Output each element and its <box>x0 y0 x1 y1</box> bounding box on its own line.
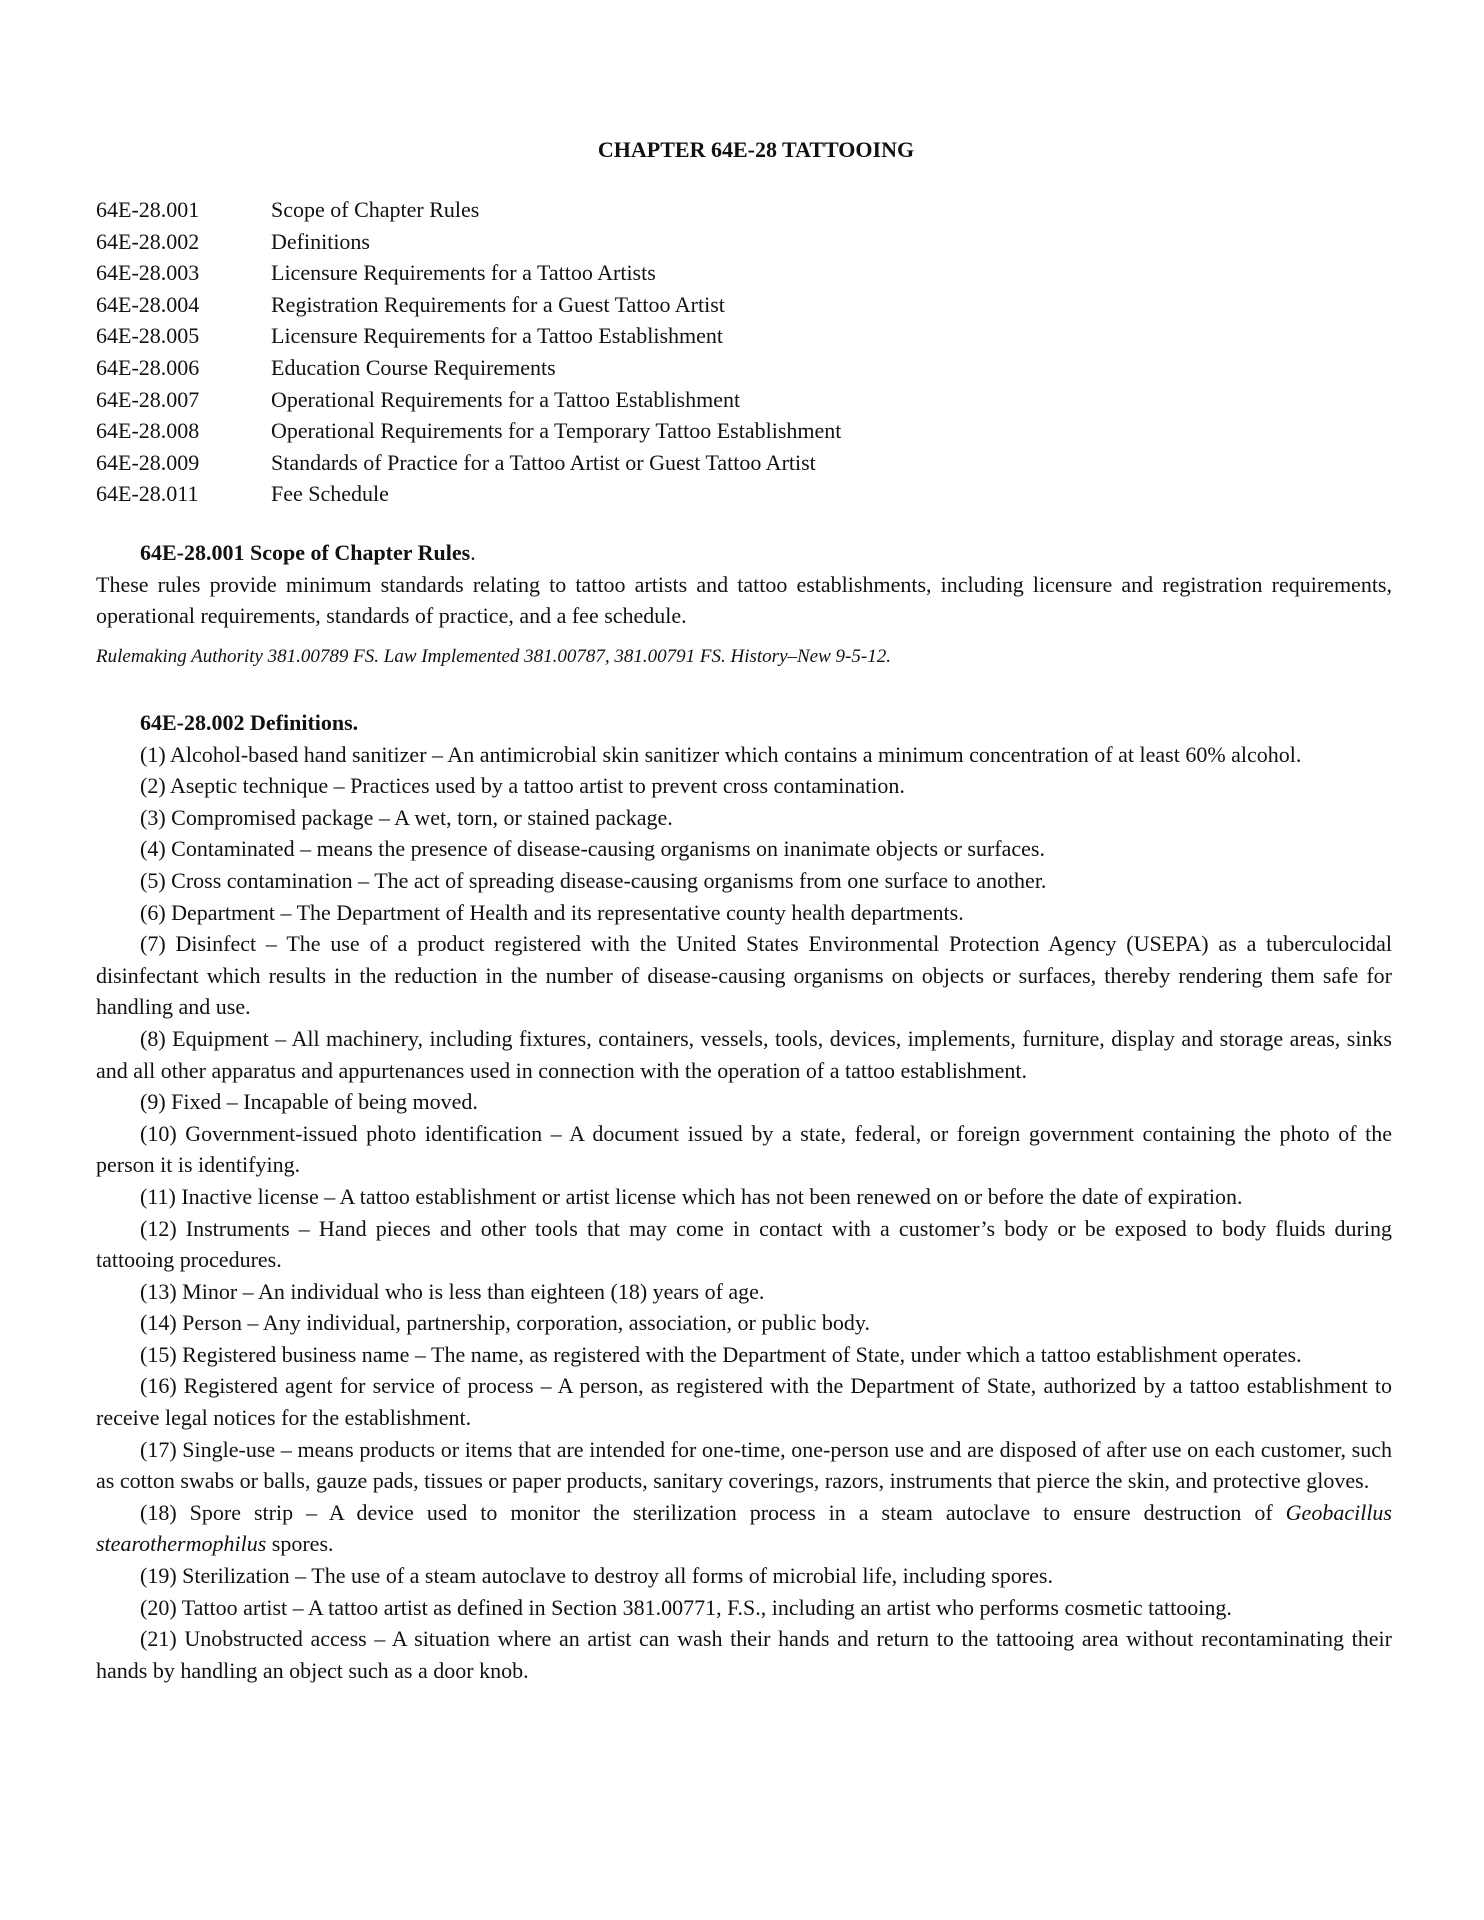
toc-number: 64E-28.008 <box>96 418 200 444</box>
toc-title: Operational Requirements for a Temporary Tattoo Establishment <box>271 418 842 444</box>
toc-entry <box>96 194 1392 226</box>
definition-item: (6) Department – The Department of Health and its representative county health departments. <box>140 899 964 925</box>
definition-item: (17) Single-use – means products or items that are intended for one-time, one-person use and are disposed of after use on each customer, such as cotton swabs or balls, gauze pads, tissues or paper products, sanitary coverings, razors, instruments that pierce the skin, and protective gloves. <box>96 1436 1392 1494</box>
definition-item: (16) Registered agent for service of process – A person, as registered with the Department of State, authorized by a tattoo establishment to receive legal notices for the establishment. <box>96 1373 1392 1431</box>
definition-item: (1) Alcohol-based hand sanitizer – An antimicrobial skin sanitizer which contains a minimum concentration of at least 60% alcohol. <box>140 741 1302 767</box>
toc-number: 64E-28.003 <box>96 260 200 286</box>
definition-item: (12) Instruments – Hand pieces and other tools that may come in contact with a customer’s body or be exposed to body fluids during tattooing procedures. <box>96 1215 1392 1273</box>
definition-item: (14) Person – Any individual, partnership, corporation, association, or public body. <box>140 1310 870 1336</box>
toc-title: Definitions <box>271 228 370 254</box>
definition-item: (15) Registered business name – The name, as registered with the Department of State, under which a tattoo establishment operates. <box>140 1341 1302 1367</box>
definition-item: (5) Cross contamination – The act of spreading disease-causing organisms from one surface to another. <box>140 867 1047 893</box>
definition-text: (18) Spore strip – A device used to monitor the sterilization process in a steam autoclave to ensure destruction of <box>140 1499 1286 1525</box>
toc-entry <box>96 352 1392 384</box>
definition-item: (13) Minor – An individual who is less than eighteen (18) years of age. <box>140 1278 765 1304</box>
section-body: These rules provide minimum standards relating to tattoo artists and tattoo establishments, including licensure and registration requirements, operational requirements, standards of practice, and a fee schedule. <box>96 571 1392 629</box>
toc-entry <box>96 226 1392 258</box>
toc-entry <box>96 478 1392 510</box>
definition-item: (2) Aseptic technique – Practices used by a tattoo artist to prevent cross contamination. <box>140 773 905 799</box>
toc-title: Licensure Requirements for a Tattoo Establishment <box>271 323 723 349</box>
table-of-contents <box>96 194 1392 510</box>
toc-number: 64E-28.002 <box>96 228 200 254</box>
toc-number: 64E-28.001 <box>96 197 200 222</box>
toc-number: 64E-28.005 <box>96 323 200 349</box>
toc-title: Scope of Chapter Rules <box>271 197 480 222</box>
definition-item: (20) Tattoo artist – A tattoo artist as defined in Section 381.00771, F.S., including an artist who performs cosmetic tattooing. <box>140 1594 1232 1620</box>
toc-number: 64E-28.006 <box>96 354 200 380</box>
toc-entry <box>96 289 1392 321</box>
rulemaking-history: Rulemaking Authority 381.00789 FS. Law Implemented 381.00787, 381.00791 FS. History–New 9-5-12. <box>96 645 891 667</box>
definition-item: (21) Unobstructed access – A situation where an artist can wash their hands and return to the tattooing area without recontaminating their hands by handling an object such as a door knob. <box>96 1626 1392 1683</box>
toc-number: 64E-28.011 <box>96 481 199 507</box>
section-heading: 64E-28.002 Definitions. <box>140 710 359 735</box>
section-64e-28-001 <box>96 537 1392 670</box>
toc-entry <box>96 320 1392 352</box>
definition-item: (11) Inactive license – A tattoo establishment or artist license which has not been renewed on or before the date of expiration. <box>140 1183 1243 1209</box>
chapter-title: CHAPTER 64E-28 TATTOOING <box>597 137 915 162</box>
toc-number: 64E-28.004 <box>96 291 200 317</box>
definition-text: spores. <box>266 1531 334 1557</box>
definition-item: (19) Sterilization – The use of a steam autoclave to destroy all forms of microbial life, including spores. <box>140 1563 1053 1589</box>
toc-title: Licensure Requirements for a Tattoo Artists <box>271 260 656 286</box>
species-name: Geobacillus stearothermophilus <box>96 1499 1392 1557</box>
definition-item: (3) Compromised package – A wet, torn, or stained package. <box>140 804 673 830</box>
section-64e-28-002 <box>96 707 1392 1686</box>
definition-item: (4) Contaminated – means the presence of disease-causing organisms on inanimate objects or surfaces. <box>140 836 1045 862</box>
definition-item: (8) Equipment – All machinery, including fixtures, containers, vessels, tools, devices, implements, furniture, display and storage areas, sinks and all other apparatus and appurtenances used in connection with the operation of a tattoo establishment. <box>96 1025 1392 1083</box>
toc-entry <box>96 415 1392 447</box>
toc-entry <box>96 447 1392 479</box>
toc-title: Fee Schedule <box>271 481 389 507</box>
toc-title: Operational Requirements for a Tattoo Establishment <box>271 386 741 412</box>
definition-item: (7) Disinfect – The use of a product registered with the United States Environmental Protection Agency (USEPA) as a tuberculocidal disinfectant which results in the reduction in the number of disease-causing organisms on objects or surfaces, thereby rendering them safe for handling and use. <box>96 931 1392 1020</box>
section-heading-text: 64E-28.001 Scope of Chapter Rules <box>140 540 471 565</box>
toc-title: Registration Requirements for a Guest Tattoo Artist <box>271 291 725 317</box>
toc-number: 64E-28.007 <box>96 386 200 412</box>
definition-item <box>96 1497 1392 1560</box>
heading-period: . <box>470 540 476 565</box>
definition-item: (10) Government-issued photo identification – A document issued by a state, federal, or foreign government containing the photo of the person it is identifying. <box>96 1120 1392 1178</box>
toc-title: Education Course Requirements <box>271 354 556 380</box>
toc-entry <box>96 257 1392 289</box>
section-heading <box>96 537 1392 569</box>
toc-number: 64E-28.009 <box>96 449 200 475</box>
toc-title: Standards of Practice for a Tattoo Artist or Guest Tattoo Artist <box>271 449 816 475</box>
toc-entry <box>96 384 1392 416</box>
definition-item: (9) Fixed – Incapable of being moved. <box>140 1089 478 1115</box>
